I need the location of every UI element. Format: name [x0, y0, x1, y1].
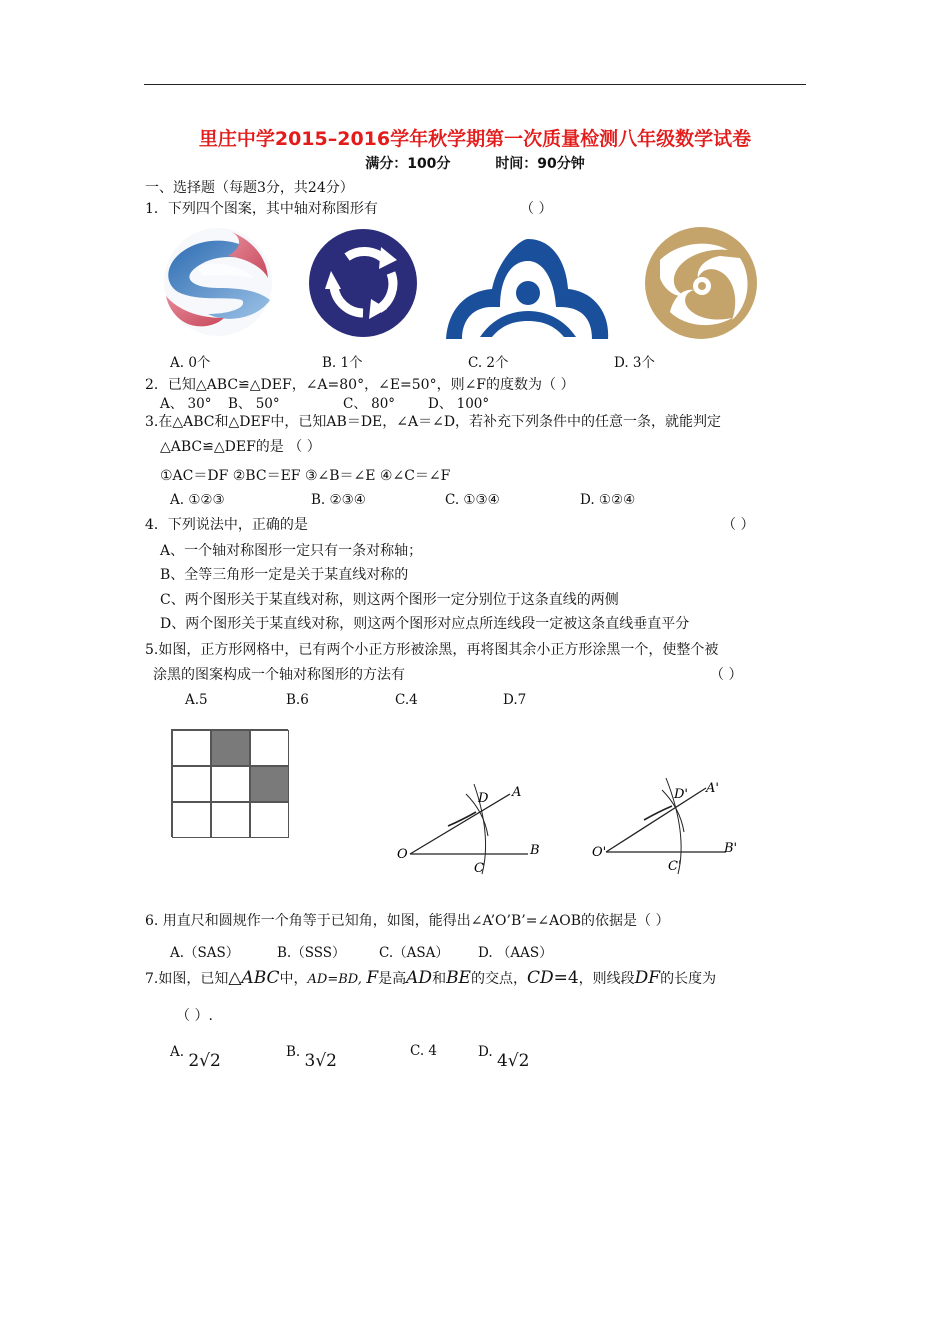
q2-option-b[interactable]: B、 50° [228, 396, 280, 412]
exam-info [0, 153, 950, 173]
q6-option-a[interactable]: A.（SAS） [170, 945, 240, 961]
q3-conditions: ①AC＝DF ②BC＝EF ③∠B＝∠E ④∠C＝∠F [160, 468, 451, 484]
q4-option-d[interactable]: D、两个图形关于某直线对称，则这两个图形对应点所连线段一定被这条直线垂直平分 [160, 616, 690, 632]
q7-point-f: F [366, 968, 379, 988]
q2-option-a[interactable]: A、 30° [160, 396, 212, 412]
q7-option-d-value: 4√2 [496, 1051, 530, 1071]
q1-option-a[interactable]: A. 0个 [170, 355, 211, 371]
q3-stem-line1: 3.在△ABC和△DEF中，已知AB＝DE，∠A＝∠D，若补充下列条件中的任意一条，就能判定 [145, 414, 722, 430]
q7-seg-be: BE [446, 968, 471, 988]
grid-cell-shaded [211, 730, 250, 766]
top-rule [144, 84, 806, 85]
section-heading: 一、选择题（每题3分，共24分） [145, 180, 354, 196]
q4-option-a[interactable]: A、一个轴对称图形一定只有一条对称轴； [160, 543, 423, 559]
score-info: 满分：100分 [365, 156, 451, 172]
q7-text-4: 和 [432, 971, 447, 987]
q4-option-b[interactable]: B、全等三角形一定是关于某直线对称的 [160, 567, 409, 583]
q5-option-d[interactable]: D.7 [503, 692, 527, 708]
q7-seg-cd: CD [526, 968, 554, 988]
phoenix-swirl-logo-icon [640, 224, 762, 342]
grid-cell [211, 802, 250, 838]
q7-option-b[interactable] [286, 1042, 337, 1071]
q4-stem: 4．下列说法中，正确的是 [145, 517, 308, 533]
q6-option-c[interactable]: C.（ASA） [379, 945, 449, 961]
q7-text-1: 7.如图，已知 [145, 971, 229, 987]
q6-stem: 6. 用直尺和圆规作一个角等于已知角，如图，能得出∠A’O’B’=∠AOB的依据是（ ） [145, 913, 670, 929]
q3-option-a[interactable]: A. ①②③ [170, 492, 225, 508]
cloud-arch-logo-icon [442, 231, 612, 341]
roundabout-sign-icon [307, 227, 419, 339]
q7-text-6: ，则线段 [578, 971, 635, 987]
q7-seg-df: DF [634, 968, 661, 988]
q7-option-d-label: D. [478, 1044, 493, 1060]
q4-bracket: （ ） [722, 517, 755, 533]
q7-option-b-value: 3√2 [304, 1051, 337, 1071]
page-title: 里庄中学2015–2016学年秋学期第一次质量检测八年级数学试卷 [198, 128, 752, 150]
q5-option-a[interactable]: A.5 [185, 692, 208, 708]
label-c-prime: C' [668, 859, 682, 874]
label-a-prime: A' [706, 781, 719, 796]
q6-option-b[interactable]: B.（SSS） [277, 945, 346, 961]
q4-option-c[interactable]: C、两个图形关于某直线对称，则这两个图形一定分别位于这条直线的两侧 [160, 592, 619, 608]
q2-option-d[interactable]: D、 100° [428, 396, 490, 412]
q7-triangle: △ABC [228, 968, 280, 988]
grid-cell [211, 766, 250, 802]
q5-option-b[interactable]: B.6 [286, 692, 309, 708]
q7-text-3: 是高 [378, 971, 407, 987]
q1-stem: 1．下列四个图案，其中轴对称图形有 [145, 201, 378, 217]
angle-figure-copy [588, 776, 748, 880]
q7-stem [145, 966, 716, 992]
q7-seg-ad: AD [406, 968, 433, 988]
q7-equals: =4 [553, 968, 579, 988]
label-c: C [474, 861, 484, 876]
q5-stem-line1: 5.如图，正方形网格中，已有两个小正方形被涂黑，再将图其余小正方形涂黑一个，使整个被 [145, 642, 719, 658]
label-b-prime: B' [724, 841, 738, 856]
sphere-logo-icon [158, 226, 278, 338]
q7-option-a-label: A. [170, 1044, 185, 1060]
q1-option-c[interactable]: C. 2个 [468, 355, 509, 371]
grid-cell [172, 766, 211, 802]
q7-text-5: 的交点， [470, 971, 527, 987]
label-o: O [397, 847, 408, 862]
q7-option-d[interactable] [478, 1042, 530, 1071]
q7-text-7: 的长度为 [660, 971, 717, 987]
label-d: D [478, 791, 489, 806]
q5-option-c[interactable]: C.4 [395, 692, 418, 708]
angle-figure-original [392, 776, 552, 880]
q7-condition: AD=BD, [307, 972, 362, 987]
q5-bracket: （ ） [710, 667, 743, 683]
label-d-prime: D' [674, 787, 688, 802]
q3-option-b[interactable]: B. ②③④ [311, 492, 366, 508]
grid-cell [250, 802, 289, 838]
label-a: A [512, 785, 522, 800]
grid-cell-shaded [250, 766, 289, 802]
time-info: 时间：90分钟 [495, 156, 585, 172]
q3-option-c[interactable]: C. ①③④ [445, 492, 500, 508]
grid-cell [172, 802, 211, 838]
q3-option-d[interactable]: D. ①②④ [580, 492, 636, 508]
q3-stem-line2: △ABC≌△DEF的是 （ ） [160, 439, 321, 455]
q7-option-a-value: 2√2 [188, 1051, 221, 1071]
q2-stem: 2．已知△ABC≌△DEF，∠A=80°，∠E=50°，则∠F的度数为（ ） [145, 377, 575, 393]
q2-option-c[interactable]: C、 80° [343, 396, 396, 412]
square-grid-figure [171, 729, 288, 837]
q1-option-d[interactable]: D. 3个 [614, 355, 656, 371]
q7-text-2: 中， [279, 971, 308, 987]
q5-stem-line2: 涂黑的图案构成一个轴对称图形的方法有 [153, 667, 405, 683]
q7-bracket: （ ）. [176, 1008, 213, 1024]
q6-option-d[interactable]: D. （AAS） [478, 945, 553, 961]
q7-option-a[interactable] [170, 1042, 221, 1071]
label-o-prime: O' [592, 845, 607, 860]
label-b: B [530, 843, 540, 858]
q7-option-c[interactable]: C. 4 [410, 1043, 438, 1059]
grid-cell [250, 730, 289, 766]
grid-cell [172, 730, 211, 766]
q1-bracket: （ ） [520, 201, 553, 217]
q7-option-b-label: B. [286, 1044, 301, 1060]
q1-option-b[interactable]: B. 1个 [322, 355, 363, 371]
